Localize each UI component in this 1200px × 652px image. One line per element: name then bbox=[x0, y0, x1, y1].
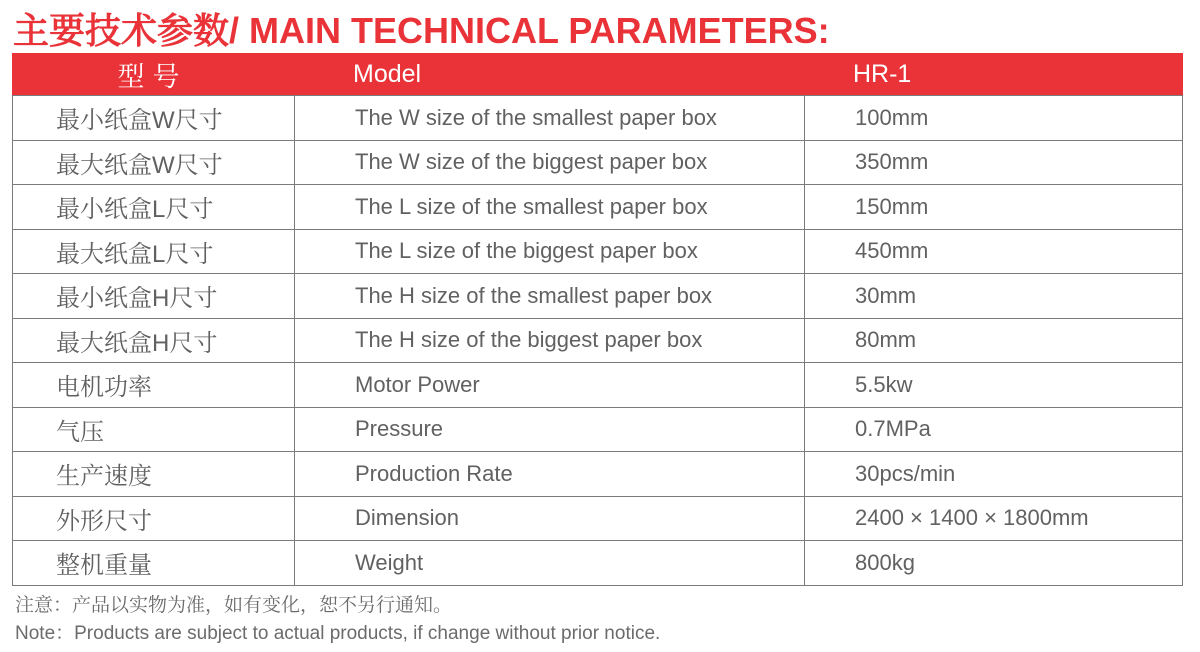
table-row bbox=[12, 185, 1183, 230]
table-row bbox=[12, 319, 1183, 364]
param-name-en: The H size of the biggest paper box bbox=[294, 319, 804, 363]
table-row bbox=[12, 497, 1183, 542]
param-name-cn: 生产速度 bbox=[56, 463, 152, 491]
table-body bbox=[12, 95, 1183, 586]
param-value: 100mm bbox=[804, 96, 1182, 140]
table-row bbox=[12, 230, 1183, 275]
note-line-cn: 注意：产品以实物为准，如有变化，恕不另行通知。 bbox=[15, 595, 453, 616]
notes-block bbox=[15, 592, 660, 648]
param-value: 800kg bbox=[804, 541, 1182, 585]
table-row bbox=[12, 274, 1183, 319]
table-header-row bbox=[12, 53, 1183, 95]
param-name-cn: 最小纸盒H尺寸 bbox=[56, 285, 218, 313]
header-model-number: HR-1 bbox=[853, 59, 912, 88]
table-row bbox=[12, 141, 1183, 186]
note-line-en: Note：Products are subject to actual products, if change without prior notice. bbox=[15, 623, 661, 644]
param-name-cn: 最大纸盒W尺寸 bbox=[56, 151, 223, 179]
param-name-en: Production Rate bbox=[294, 452, 804, 496]
param-name-en: Motor Power bbox=[294, 363, 804, 407]
param-name-cn: 气压 bbox=[56, 418, 104, 446]
param-name-en: Weight bbox=[294, 541, 804, 585]
param-name-cn: 最小纸盒L尺寸 bbox=[56, 196, 214, 224]
table-row bbox=[12, 363, 1183, 408]
table-row bbox=[12, 541, 1183, 586]
header-model-label-cn: 型号 bbox=[117, 61, 188, 92]
param-name-en: The L size of the biggest paper box bbox=[294, 230, 804, 274]
param-name-cn: 电机功率 bbox=[56, 374, 152, 402]
param-value: 2400 × 1400 × 1800mm bbox=[804, 497, 1182, 541]
param-value: 150mm bbox=[804, 185, 1182, 229]
table-row bbox=[12, 96, 1183, 141]
parameters-table bbox=[12, 53, 1183, 586]
param-name-en: The W size of the smallest paper box bbox=[294, 96, 804, 140]
param-name-en: The L size of the smallest paper box bbox=[294, 185, 804, 229]
param-value: 30pcs/min bbox=[804, 452, 1182, 496]
table-row bbox=[12, 408, 1183, 453]
param-name-cn: 最大纸盒L尺寸 bbox=[56, 240, 214, 268]
param-value: 5.5kw bbox=[804, 363, 1182, 407]
param-name-en: The H size of the smallest paper box bbox=[294, 274, 804, 318]
param-name-cn: 外形尺寸 bbox=[56, 507, 152, 535]
param-name-en: Pressure bbox=[294, 408, 804, 452]
param-name-cn: 最小纸盒W尺寸 bbox=[56, 107, 223, 135]
param-name-en: The W size of the biggest paper box bbox=[294, 141, 804, 185]
param-value: 350mm bbox=[804, 141, 1182, 185]
param-value: 0.7MPa bbox=[804, 408, 1182, 452]
page-title: 主要技术参数/ MAIN TECHNICAL PARAMETERS: bbox=[13, 10, 830, 51]
param-name-en: Dimension bbox=[294, 497, 804, 541]
param-name-cn: 最大纸盒H尺寸 bbox=[56, 329, 218, 357]
header-model-label-en: Model bbox=[353, 59, 422, 88]
table-row bbox=[12, 452, 1183, 497]
param-name-cn: 整机重量 bbox=[56, 552, 152, 580]
param-value: 80mm bbox=[804, 319, 1182, 363]
param-value: 450mm bbox=[804, 230, 1182, 274]
param-value: 30mm bbox=[804, 274, 1182, 318]
